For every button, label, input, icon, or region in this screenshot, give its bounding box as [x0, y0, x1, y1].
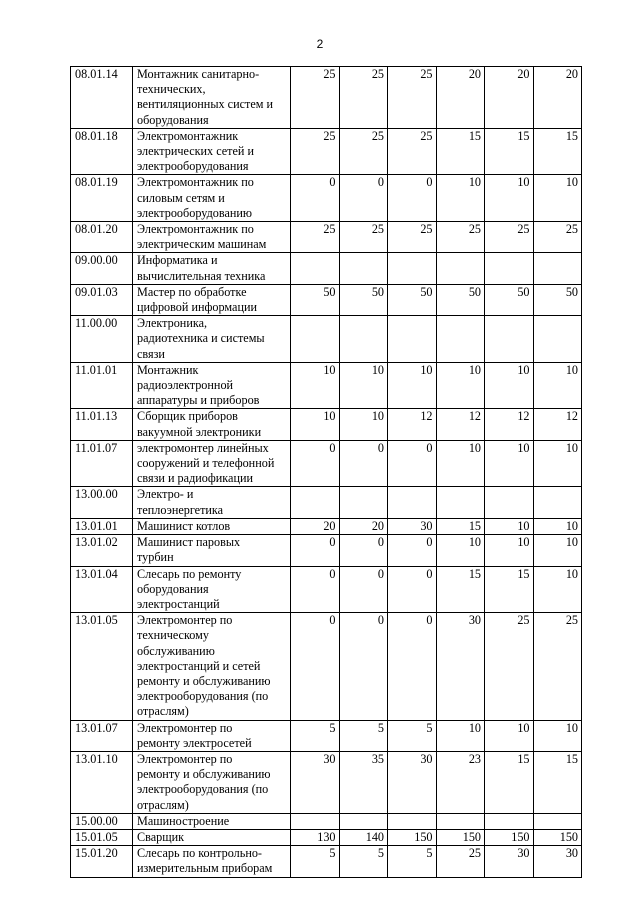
- value-cell-5: 15: [485, 751, 534, 813]
- profession-name-line: Электромонтажник: [137, 128, 239, 143]
- value-cell-6: 30: [533, 846, 582, 877]
- profession-code: 11.01.13: [71, 409, 133, 440]
- table-row: [71, 67, 582, 129]
- profession-code: 11.00.00: [71, 316, 133, 363]
- value-cell-4: 25: [436, 846, 485, 877]
- value-cell-2: 0: [339, 535, 388, 566]
- profession-name-line: электрическим машинам: [137, 237, 267, 252]
- table-row: [71, 284, 582, 315]
- value-cell-2: 5: [339, 720, 388, 751]
- profession-name: [133, 409, 291, 440]
- table-row: [71, 829, 582, 845]
- value-cell-5: 50: [485, 284, 534, 315]
- table-row: [71, 566, 582, 613]
- value-cell-5: 10: [485, 535, 534, 566]
- profession-code: 13.01.10: [71, 751, 133, 813]
- value-cell-3: 0: [388, 613, 437, 720]
- profession-code: 13.01.02: [71, 535, 133, 566]
- value-cell-2: 0: [339, 175, 388, 222]
- profession-name-line: электрооборудования (по: [137, 782, 269, 797]
- value-cell-4: 25: [436, 222, 485, 253]
- value-cell-2: 20: [339, 518, 388, 534]
- value-cell-5: 10: [485, 362, 534, 409]
- value-cell-5: [485, 487, 534, 518]
- table-row: [71, 362, 582, 409]
- profession-code: 11.01.01: [71, 362, 133, 409]
- table-row: [71, 813, 582, 829]
- value-cell-3: 0: [388, 440, 437, 487]
- page-number: 2: [316, 37, 324, 51]
- value-cell-6: [533, 813, 582, 829]
- profession-code: 13.01.04: [71, 566, 133, 613]
- profession-name: [133, 362, 291, 409]
- profession-code: 13.01.01: [71, 518, 133, 534]
- profession-code: 13.01.07: [71, 720, 133, 751]
- profession-name-line: обслуживанию: [137, 643, 215, 658]
- profession-name-line: электрооборудованию: [137, 205, 253, 220]
- value-cell-1: [291, 487, 340, 518]
- value-cell-2: 25: [339, 222, 388, 253]
- value-cell-6: 12: [533, 409, 582, 440]
- profession-name-line: измерительным приборам: [137, 861, 273, 876]
- value-cell-6: 10: [533, 720, 582, 751]
- profession-name: [133, 128, 291, 175]
- table-row: [71, 720, 582, 751]
- value-cell-5: [485, 813, 534, 829]
- profession-name-line: Электромонтажник по: [137, 175, 254, 190]
- value-cell-2: 35: [339, 751, 388, 813]
- profession-name: [133, 613, 291, 720]
- value-cell-6: 150: [533, 829, 582, 845]
- value-cell-2: [339, 487, 388, 518]
- value-cell-4: 30: [436, 613, 485, 720]
- value-cell-6: 10: [533, 440, 582, 487]
- profession-name-line: сооружений и телефонной: [137, 456, 275, 471]
- profession-name-line: Электро- и: [137, 487, 194, 502]
- profession-name: [133, 316, 291, 363]
- value-cell-2: [339, 813, 388, 829]
- table-row: [71, 222, 582, 253]
- value-cell-5: [485, 253, 534, 284]
- value-cell-4: 10: [436, 535, 485, 566]
- profession-name-line: силовым сетям и: [137, 190, 225, 205]
- value-cell-4: [436, 487, 485, 518]
- profession-name-line: технических,: [137, 82, 206, 97]
- table-row: [71, 535, 582, 566]
- value-cell-1: 10: [291, 409, 340, 440]
- profession-name-line: техническому: [137, 628, 209, 643]
- profession-name-line: оборудования: [137, 112, 209, 127]
- profession-code: 08.01.14: [71, 67, 133, 129]
- profession-code: 11.01.07: [71, 440, 133, 487]
- value-cell-1: 5: [291, 846, 340, 877]
- value-cell-3: [388, 813, 437, 829]
- value-cell-3: 0: [388, 566, 437, 613]
- value-cell-1: 0: [291, 535, 340, 566]
- value-cell-4: 15: [436, 518, 485, 534]
- profession-name: [133, 253, 291, 284]
- profession-name-line: связи и радиофикации: [137, 471, 254, 486]
- table-row: [71, 409, 582, 440]
- value-cell-6: 10: [533, 175, 582, 222]
- profession-name-line: Слесарь по ремонту: [137, 566, 242, 581]
- value-cell-5: 25: [485, 613, 534, 720]
- profession-name: [133, 813, 291, 829]
- profession-name-line: ремонту электросетей: [137, 735, 252, 750]
- value-cell-3: 5: [388, 846, 437, 877]
- profession-name: [133, 175, 291, 222]
- value-cell-3: [388, 487, 437, 518]
- profession-name-line: аппаратуры и приборов: [137, 393, 260, 408]
- profession-name-line: Сварщик: [137, 829, 185, 844]
- value-cell-3: 0: [388, 535, 437, 566]
- profession-code: 15.01.20: [71, 846, 133, 877]
- value-cell-1: 30: [291, 751, 340, 813]
- value-cell-1: [291, 813, 340, 829]
- profession-name-line: Электромонтер по: [137, 720, 233, 735]
- value-cell-3: 10: [388, 362, 437, 409]
- value-cell-4: 10: [436, 440, 485, 487]
- value-cell-2: 5: [339, 846, 388, 877]
- value-cell-3: 30: [388, 518, 437, 534]
- profession-name-line: теплоэнергетика: [137, 502, 224, 517]
- value-cell-4: 15: [436, 128, 485, 175]
- table-row: [71, 175, 582, 222]
- value-cell-1: 0: [291, 440, 340, 487]
- value-cell-5: 12: [485, 409, 534, 440]
- profession-name: [133, 440, 291, 487]
- profession-code: 08.01.19: [71, 175, 133, 222]
- value-cell-1: 25: [291, 128, 340, 175]
- value-cell-4: 10: [436, 362, 485, 409]
- profession-name-line: Информатика и: [137, 253, 218, 268]
- profession-code: 09.00.00: [71, 253, 133, 284]
- profession-name-line: цифровой информации: [137, 300, 258, 315]
- value-cell-2: 0: [339, 440, 388, 487]
- value-cell-6: [533, 487, 582, 518]
- value-cell-2: 0: [339, 566, 388, 613]
- profession-name: [133, 487, 291, 518]
- profession-name-line: вакуумной электроники: [137, 424, 262, 439]
- value-cell-2: 25: [339, 67, 388, 129]
- value-cell-5: 10: [485, 720, 534, 751]
- profession-name-line: отраслям): [137, 704, 189, 719]
- value-cell-3: 25: [388, 222, 437, 253]
- value-cell-3: [388, 253, 437, 284]
- value-cell-5: 25: [485, 222, 534, 253]
- profession-code: 15.01.05: [71, 829, 133, 845]
- value-cell-3: [388, 316, 437, 363]
- value-cell-4: 23: [436, 751, 485, 813]
- profession-name-line: оборудования: [137, 581, 209, 596]
- value-cell-2: 50: [339, 284, 388, 315]
- value-cell-6: 25: [533, 222, 582, 253]
- value-cell-1: 130: [291, 829, 340, 845]
- value-cell-5: 20: [485, 67, 534, 129]
- profession-name-line: электрических сетей и: [137, 144, 254, 159]
- profession-name-line: радиоэлектронной: [137, 378, 234, 393]
- value-cell-3: 30: [388, 751, 437, 813]
- value-cell-6: 10: [533, 566, 582, 613]
- value-cell-6: [533, 316, 582, 363]
- value-cell-1: 5: [291, 720, 340, 751]
- profession-name-line: Монтажник санитарно-: [137, 67, 260, 81]
- profession-name: [133, 284, 291, 315]
- profession-name: [133, 67, 291, 129]
- value-cell-1: [291, 253, 340, 284]
- value-cell-5: 150: [485, 829, 534, 845]
- profession-name-line: отраслям): [137, 797, 189, 812]
- value-cell-2: [339, 316, 388, 363]
- value-cell-4: 50: [436, 284, 485, 315]
- table-row: [71, 518, 582, 534]
- profession-name-line: электрооборудования: [137, 159, 249, 174]
- profession-code: 13.01.05: [71, 613, 133, 720]
- value-cell-1: 25: [291, 222, 340, 253]
- value-cell-4: [436, 316, 485, 363]
- profession-name: [133, 846, 291, 877]
- value-cell-6: 10: [533, 518, 582, 534]
- value-cell-5: 15: [485, 128, 534, 175]
- value-cell-2: 10: [339, 409, 388, 440]
- value-cell-3: 50: [388, 284, 437, 315]
- value-cell-6: 10: [533, 535, 582, 566]
- profession-name-line: Электроника,: [137, 316, 208, 331]
- value-cell-2: 10: [339, 362, 388, 409]
- profession-name-line: Машиностроение: [137, 813, 230, 828]
- value-cell-2: 0: [339, 613, 388, 720]
- value-cell-5: 15: [485, 566, 534, 613]
- value-cell-3: 150: [388, 829, 437, 845]
- value-cell-1: 50: [291, 284, 340, 315]
- value-cell-1: 0: [291, 175, 340, 222]
- table-row: [71, 440, 582, 487]
- profession-name: [133, 829, 291, 845]
- value-cell-3: 0: [388, 175, 437, 222]
- value-cell-4: 10: [436, 175, 485, 222]
- value-cell-1: 0: [291, 613, 340, 720]
- profession-name-line: электростанций: [137, 596, 220, 611]
- profession-name-line: электромонтер линейных: [137, 440, 269, 455]
- value-cell-6: 25: [533, 613, 582, 720]
- value-cell-1: 10: [291, 362, 340, 409]
- professions-table: [70, 66, 582, 878]
- profession-name: [133, 222, 291, 253]
- value-cell-6: 15: [533, 751, 582, 813]
- table-row: [71, 751, 582, 813]
- value-cell-2: 140: [339, 829, 388, 845]
- profession-name-line: Сборщик приборов: [137, 409, 238, 424]
- value-cell-6: 50: [533, 284, 582, 315]
- profession-code: 13.00.00: [71, 487, 133, 518]
- table-row: [71, 316, 582, 363]
- table-row: [71, 487, 582, 518]
- profession-name-line: Слесарь по контрольно-: [137, 846, 262, 861]
- value-cell-5: 10: [485, 175, 534, 222]
- value-cell-4: [436, 253, 485, 284]
- value-cell-1: 25: [291, 67, 340, 129]
- profession-name-line: связи: [137, 346, 165, 361]
- value-cell-3: 12: [388, 409, 437, 440]
- table-row: [71, 253, 582, 284]
- profession-code: 08.01.20: [71, 222, 133, 253]
- profession-name: [133, 518, 291, 534]
- table-row: [71, 613, 582, 720]
- profession-name-line: турбин: [137, 550, 174, 565]
- profession-name-line: Электромонтер по: [137, 751, 233, 766]
- profession-code: 09.01.03: [71, 284, 133, 315]
- value-cell-4: 20: [436, 67, 485, 129]
- value-cell-3: 5: [388, 720, 437, 751]
- value-cell-6: 20: [533, 67, 582, 129]
- value-cell-5: 10: [485, 440, 534, 487]
- profession-name: [133, 751, 291, 813]
- value-cell-2: [339, 253, 388, 284]
- profession-name-line: вычислительная техника: [137, 268, 266, 283]
- value-cell-5: [485, 316, 534, 363]
- value-cell-4: 10: [436, 720, 485, 751]
- profession-name-line: радиотехника и системы: [137, 331, 265, 346]
- profession-name-line: вентиляционных систем и: [137, 97, 274, 112]
- value-cell-3: 25: [388, 67, 437, 129]
- profession-name: [133, 720, 291, 751]
- value-cell-6: [533, 253, 582, 284]
- value-cell-4: 12: [436, 409, 485, 440]
- value-cell-1: [291, 316, 340, 363]
- value-cell-6: 10: [533, 362, 582, 409]
- profession-name-line: Машинист котлов: [137, 518, 231, 533]
- value-cell-1: 20: [291, 518, 340, 534]
- profession-name-line: электростанций и сетей: [137, 658, 261, 673]
- profession-name-line: Электромонтер по: [137, 613, 233, 628]
- profession-code: 08.01.18: [71, 128, 133, 175]
- profession-name-line: Электромонтажник по: [137, 222, 254, 237]
- value-cell-1: 0: [291, 566, 340, 613]
- profession-name-line: Мастер по обработке: [137, 284, 247, 299]
- value-cell-6: 15: [533, 128, 582, 175]
- value-cell-5: 30: [485, 846, 534, 877]
- value-cell-4: [436, 813, 485, 829]
- profession-name-line: Машинист паровых: [137, 535, 241, 550]
- table-row: [71, 846, 582, 877]
- profession-name-line: ремонту и обслуживанию: [137, 673, 271, 688]
- profession-name-line: электрооборудования (по: [137, 689, 269, 704]
- profession-name: [133, 566, 291, 613]
- value-cell-4: 150: [436, 829, 485, 845]
- value-cell-5: 10: [485, 518, 534, 534]
- profession-code: 15.00.00: [71, 813, 133, 829]
- table-row: [71, 128, 582, 175]
- profession-name-line: Монтажник: [137, 362, 199, 377]
- profession-name-line: ремонту и обслуживанию: [137, 767, 271, 782]
- value-cell-4: 15: [436, 566, 485, 613]
- table-body: [71, 67, 582, 878]
- value-cell-3: 25: [388, 128, 437, 175]
- value-cell-2: 25: [339, 128, 388, 175]
- profession-name: [133, 535, 291, 566]
